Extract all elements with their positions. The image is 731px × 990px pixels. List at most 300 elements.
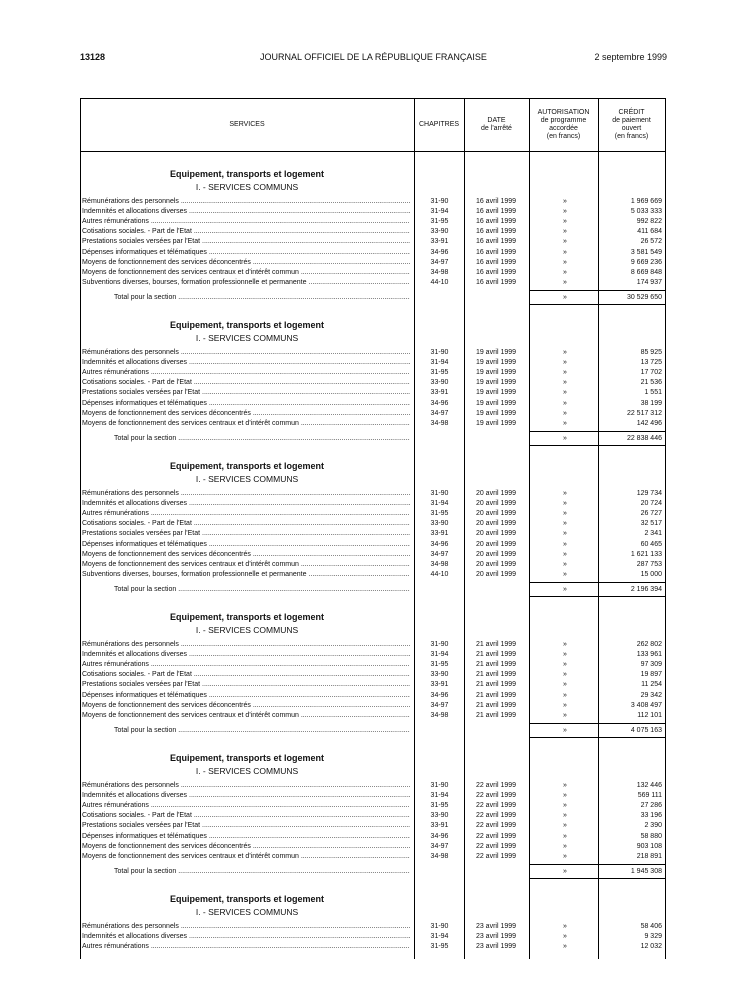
row-label: Autres rémunérations ..... [82,801,410,811]
section-subtitle: I. - SERVICES COMMUNS [195,333,299,343]
row-date: 16 avril 1999 [475,218,517,226]
row-chapitre: 33-90 [430,671,449,679]
table-row [80,197,666,207]
row-autorisation: » [563,258,567,266]
row-autorisation: » [563,278,567,286]
row-autorisation: » [563,228,567,236]
table-row [80,399,666,409]
total-label: Total pour la section ..... [114,585,410,595]
row-date: 20 avril 1999 [475,490,517,497]
row-label: Autres rémunérations ..... [82,942,410,952]
table-row [80,409,666,419]
row-credit: 9 669 236 [630,258,662,266]
row-autorisation: » [563,419,567,427]
total-label: Total pour la section ..... [114,434,410,444]
row-autorisation: » [563,812,567,820]
row-date: 21 avril 1999 [475,641,517,648]
row-chapitre: 31-94 [430,500,449,508]
total-credit: 1 945 308 [630,867,662,875]
row-chapitre: 31-95 [430,802,449,810]
section-subtitle: I. - SERVICES COMMUNS [195,625,299,635]
row-label: Moyens de fonctionnement des services déconcentrés ..... [82,258,410,268]
total-rule [530,290,666,291]
section-title: Equipement, transports et logement [169,320,325,330]
row-chapitre: 31-90 [430,641,449,648]
row-chapitre: 34-96 [430,248,449,256]
row-chapitre: 33-91 [430,389,449,397]
total-label: Total pour la section ..... [114,293,410,303]
row-autorisation: » [563,651,567,659]
row-chapitre: 34-97 [430,842,449,850]
row-credit: 3 408 497 [630,701,662,709]
row-chapitre: 34-98 [430,711,449,719]
row-date: 20 avril 1999 [475,560,517,568]
row-credit: 60 465 [640,540,662,548]
row-label: Autres rémunérations ..... [82,509,410,519]
row-label: Prestations sociales versées par l'Etat ..... [82,388,410,398]
row-credit: 32 517 [640,520,662,528]
row-credit: 112 101 [637,711,662,719]
row-credit: 11 254 [641,681,662,689]
row-date: 22 avril 1999 [475,842,517,850]
row-credit: 26 727 [640,510,662,518]
row-date: 16 avril 1999 [475,238,517,246]
row-autorisation: » [563,389,567,397]
row-chapitre: 31-90 [430,923,449,930]
row-credit: 132 446 [636,782,662,789]
row-date: 16 avril 1999 [475,268,517,276]
row-date: 19 avril 1999 [475,399,517,407]
table-row [80,529,666,539]
row-label: Rémunérations des personnels ..... [82,640,410,650]
row-autorisation: » [563,701,567,709]
row-date: 22 avril 1999 [475,852,517,860]
row-credit: 21 536 [640,379,662,387]
row-autorisation: » [563,852,567,860]
row-autorisation: » [563,208,567,216]
row-credit: 287 753 [636,560,662,568]
total-rule [530,582,666,583]
credits-table [80,98,666,959]
row-chapitre: 44-10 [430,570,449,578]
total-row [80,434,666,444]
row-label: Indemnités et allocations diverses ..... [82,932,410,942]
row-autorisation: » [563,238,567,246]
row-label: Cotisations sociales. - Part de l'Etat ..... [82,519,410,529]
row-date: 19 avril 1999 [475,389,517,397]
table-row [80,680,666,690]
row-chapitre: 31-95 [430,218,449,226]
row-credit: 15 000 [640,570,662,578]
row-label: Subventions diverses, bourses, formation professionnelle et permanente ..... [82,570,410,580]
table-row [80,258,666,268]
row-label: Cotisations sociales. - Part de l'Etat ..... [82,227,410,237]
total-autorisation: » [563,726,567,734]
table-row [80,832,666,842]
row-date: 16 avril 1999 [475,248,517,256]
row-date: 22 avril 1999 [475,782,517,789]
total-credit: 30 529 650 [626,293,662,301]
row-chapitre: 34-96 [430,540,449,548]
header-rule [80,151,666,152]
column-header-date: DATE de l'arrêté [481,117,512,132]
row-label: Dépenses informatiques et télématiques ..... [82,832,410,842]
row-credit: 133 961 [636,651,662,659]
row-autorisation: » [563,218,567,226]
row-label: Autres rémunérations ..... [82,368,410,378]
row-autorisation: » [563,540,567,548]
table-row [80,811,666,821]
total-rule [530,864,666,865]
row-chapitre: 31-95 [430,661,449,669]
row-date: 19 avril 1999 [475,419,517,427]
row-label: Dépenses informatiques et télématiques ..... [82,248,410,258]
row-credit: 12 032 [640,943,662,951]
row-date: 16 avril 1999 [475,278,517,286]
total-rule-bottom [530,445,666,446]
row-credit: 1 551 [644,389,662,397]
table-row [80,237,666,247]
table-row [80,540,666,550]
row-autorisation: » [563,943,567,951]
row-label: Indemnités et allocations diverses ..... [82,358,410,368]
row-label: Indemnités et allocations diverses ..... [82,207,410,217]
table-row [80,489,666,499]
row-label: Cotisations sociales. - Part de l'Etat ..... [82,378,410,388]
table-row [80,419,666,429]
row-autorisation: » [563,500,567,508]
row-credit: 3 581 549 [630,248,662,256]
row-credit: 38 199 [640,399,662,407]
row-credit: 85 925 [640,349,662,356]
total-credit: 4 075 163 [630,726,662,734]
column-header-autorisation: AUTORISATION de programme accordée (en francs) [537,109,590,140]
table-row [80,660,666,670]
row-autorisation: » [563,570,567,578]
table-row [80,922,666,932]
row-date: 22 avril 1999 [475,822,517,830]
row-date: 21 avril 1999 [475,711,517,719]
row-chapitre: 31-90 [430,198,449,205]
row-label: Moyens de fonctionnement des services centraux et d'intérêt commun ..... [82,852,410,862]
section-title: Equipement, transports et logement [169,894,325,904]
row-credit: 2 341 [644,530,662,538]
total-row [80,585,666,595]
row-chapitre: 33-90 [430,520,449,528]
table-row [80,509,666,519]
total-row [80,867,666,877]
row-label: Rémunérations des personnels ..... [82,781,410,791]
section-title: Equipement, transports et logement [169,753,325,763]
row-credit: 26 572 [640,238,662,246]
total-autorisation: » [563,434,567,442]
row-autorisation: » [563,842,567,850]
row-date: 22 avril 1999 [475,802,517,810]
row-chapitre: 34-98 [430,560,449,568]
section-subtitle: I. - SERVICES COMMUNS [195,766,299,776]
row-autorisation: » [563,802,567,810]
row-autorisation: » [563,349,567,356]
section-title: Equipement, transports et logement [169,612,325,622]
page-number: 13128 [80,52,106,62]
row-date: 21 avril 1999 [475,681,517,689]
row-label: Dépenses informatiques et télématiques ..... [82,399,410,409]
row-date: 20 avril 1999 [475,520,517,528]
row-autorisation: » [563,832,567,840]
row-autorisation: » [563,520,567,528]
row-credit: 1 969 669 [630,198,662,205]
row-label: Cotisations sociales. - Part de l'Etat ..... [82,811,410,821]
row-label: Dépenses informatiques et télématiques ..... [82,691,410,701]
row-label: Moyens de fonctionnement des services déconcentrés ..... [82,701,410,711]
row-date: 16 avril 1999 [475,198,517,205]
total-label: Total pour la section ..... [114,867,410,877]
total-rule [530,723,666,724]
table-row [80,821,666,831]
row-credit: 17 702 [640,369,662,377]
total-row [80,726,666,736]
row-autorisation: » [563,379,567,387]
row-autorisation: » [563,641,567,648]
row-credit: 20 724 [640,500,662,508]
row-chapitre: 34-96 [430,399,449,407]
row-date: 19 avril 1999 [475,379,517,387]
row-credit: 97 309 [640,661,662,669]
row-date: 22 avril 1999 [475,812,517,820]
row-autorisation: » [563,711,567,719]
row-date: 20 avril 1999 [475,530,517,538]
page-header [80,52,667,66]
row-credit: 13 725 [640,359,662,367]
row-credit: 411 684 [637,228,662,236]
row-autorisation: » [563,409,567,417]
row-autorisation: » [563,782,567,789]
row-label: Rémunérations des personnels ..... [82,489,410,499]
table-row [80,217,666,227]
row-chapitre: 33-91 [430,822,449,830]
row-date: 21 avril 1999 [475,691,517,699]
row-autorisation: » [563,923,567,930]
row-autorisation: » [563,510,567,518]
row-date: 21 avril 1999 [475,701,517,709]
row-date: 23 avril 1999 [475,933,517,941]
section-subtitle: I. - SERVICES COMMUNS [195,907,299,917]
row-autorisation: » [563,550,567,558]
total-credit: 22 838 446 [626,434,662,442]
row-chapitre: 31-95 [430,943,449,951]
total-rule [530,431,666,432]
table-row [80,268,666,278]
row-label: Prestations sociales versées par l'Etat ..... [82,821,410,831]
row-chapitre: 34-96 [430,691,449,699]
row-date: 21 avril 1999 [475,651,517,659]
table-row [80,701,666,711]
row-autorisation: » [563,490,567,497]
row-label: Prestations sociales versées par l'Etat ..... [82,680,410,690]
row-credit: 129 734 [636,490,662,497]
section-subtitle: I. - SERVICES COMMUNS [195,474,299,484]
total-rule-bottom [530,304,666,305]
total-autorisation: » [563,585,567,593]
row-chapitre: 34-97 [430,701,449,709]
table-row [80,852,666,862]
row-credit: 992 822 [636,218,662,226]
table-row [80,942,666,952]
row-label: Moyens de fonctionnement des services déconcentrés ..... [82,409,410,419]
total-label: Total pour la section ..... [114,726,410,736]
row-date: 16 avril 1999 [475,208,517,216]
row-chapitre: 33-90 [430,228,449,236]
table-row [80,670,666,680]
total-rule-bottom [530,878,666,879]
row-chapitre: 31-94 [430,359,449,367]
table-row [80,711,666,721]
row-date: 22 avril 1999 [475,792,517,800]
row-autorisation: » [563,822,567,830]
row-date: 23 avril 1999 [475,943,517,951]
row-credit: 142 496 [636,419,662,427]
row-autorisation: » [563,560,567,568]
row-chapitre: 34-97 [430,409,449,417]
row-chapitre: 31-90 [430,782,449,789]
row-chapitre: 34-97 [430,258,449,266]
row-chapitre: 33-90 [430,379,449,387]
row-label: Moyens de fonctionnement des services centraux et d'intérêt commun ..... [82,711,410,721]
table-row [80,278,666,288]
row-autorisation: » [563,359,567,367]
row-date: 20 avril 1999 [475,570,517,578]
row-chapitre: 34-96 [430,832,449,840]
row-date: 21 avril 1999 [475,671,517,679]
row-label: Cotisations sociales. - Part de l'Etat ..... [82,670,410,680]
row-chapitre: 31-90 [430,349,449,356]
row-chapitre: 33-91 [430,238,449,246]
row-label: Indemnités et allocations diverses ..... [82,650,410,660]
row-credit: 1 621 133 [630,550,662,558]
row-date: 19 avril 1999 [475,409,517,417]
row-label: Prestations sociales versées par l'Etat ..... [82,237,410,247]
row-credit: 9 329 [644,933,662,941]
row-autorisation: » [563,661,567,669]
table-row [80,791,666,801]
row-label: Indemnités et allocations diverses ..... [82,499,410,509]
row-date: 22 avril 1999 [475,832,517,840]
row-date: 19 avril 1999 [475,349,517,356]
row-credit: 33 196 [640,812,662,820]
total-credit: 2 196 394 [630,585,662,593]
table-row [80,650,666,660]
table-row [80,388,666,398]
section-title: Equipement, transports et logement [169,169,325,179]
row-chapitre: 33-91 [430,681,449,689]
row-label: Rémunérations des personnels ..... [82,348,410,358]
section-subtitle: I. - SERVICES COMMUNS [195,182,299,192]
row-credit: 27 286 [640,802,662,810]
table-row [80,227,666,237]
table-row [80,691,666,701]
row-autorisation: » [563,530,567,538]
row-credit: 29 342 [640,691,662,699]
table-row [80,519,666,529]
column-header-chapitres: CHAPITRES [418,121,460,128]
row-label: Subventions diverses, bourses, formation professionnelle et permanente ..... [82,278,410,288]
row-label: Indemnités et allocations diverses ..... [82,791,410,801]
table-row [80,348,666,358]
row-credit: 262 802 [636,641,662,648]
row-credit: 218 891 [636,852,662,860]
publication-date: 2 septembre 1999 [594,52,667,62]
row-chapitre: 31-94 [430,792,449,800]
row-chapitre: 34-97 [430,550,449,558]
table-row [80,640,666,650]
row-credit: 58 406 [640,923,662,930]
row-credit: 174 937 [636,278,662,286]
row-date: 19 avril 1999 [475,359,517,367]
table-row [80,781,666,791]
table-row [80,570,666,580]
row-label: Moyens de fonctionnement des services centraux et d'intérêt commun ..... [82,268,410,278]
row-label: Dépenses informatiques et télématiques ..... [82,540,410,550]
row-credit: 2 390 [644,822,662,830]
row-label: Moyens de fonctionnement des services déconcentrés ..... [82,550,410,560]
row-autorisation: » [563,933,567,941]
row-chapitre: 31-95 [430,369,449,377]
row-chapitre: 34-98 [430,268,449,276]
row-chapitre: 31-94 [430,933,449,941]
row-label: Prestations sociales versées par l'Etat ..... [82,529,410,539]
table-row [80,550,666,560]
row-autorisation: » [563,369,567,377]
row-chapitre: 31-94 [430,651,449,659]
row-autorisation: » [563,268,567,276]
row-date: 20 avril 1999 [475,550,517,558]
table-row [80,801,666,811]
row-chapitre: 31-94 [430,208,449,216]
row-date: 20 avril 1999 [475,540,517,548]
row-credit: 22 517 312 [626,409,662,417]
row-autorisation: » [563,691,567,699]
row-credit: 19 897 [640,671,662,679]
table-row [80,368,666,378]
total-rule-bottom [530,737,666,738]
column-header-credit: CRÉDIT de paiement ouvert (en francs) [612,109,651,140]
row-date: 21 avril 1999 [475,661,517,669]
row-date: 19 avril 1999 [475,369,517,377]
table-row [80,499,666,509]
table-row [80,207,666,217]
row-credit: 569 111 [637,792,662,800]
row-credit: 5 033 333 [630,208,662,216]
total-autorisation: » [563,867,567,875]
row-autorisation: » [563,792,567,800]
row-date: 16 avril 1999 [475,258,517,266]
row-chapitre: 33-91 [430,530,449,538]
row-chapitre: 34-98 [430,419,449,427]
row-chapitre: 31-95 [430,510,449,518]
row-label: Moyens de fonctionnement des services centraux et d'intérêt commun ..... [82,560,410,570]
row-credit: 8 669 848 [630,268,662,276]
row-autorisation: » [563,399,567,407]
row-label: Rémunérations des personnels ..... [82,922,410,932]
journal-title: JOURNAL OFFICIEL DE LA RÉPUBLIQUE FRANÇAISE [260,52,487,62]
table-row [80,358,666,368]
row-label: Autres rémunérations ..... [82,217,410,227]
row-label: Moyens de fonctionnement des services déconcentrés ..... [82,842,410,852]
row-autorisation: » [563,198,567,205]
row-date: 16 avril 1999 [475,228,517,236]
total-autorisation: » [563,293,567,301]
table-row [80,248,666,258]
